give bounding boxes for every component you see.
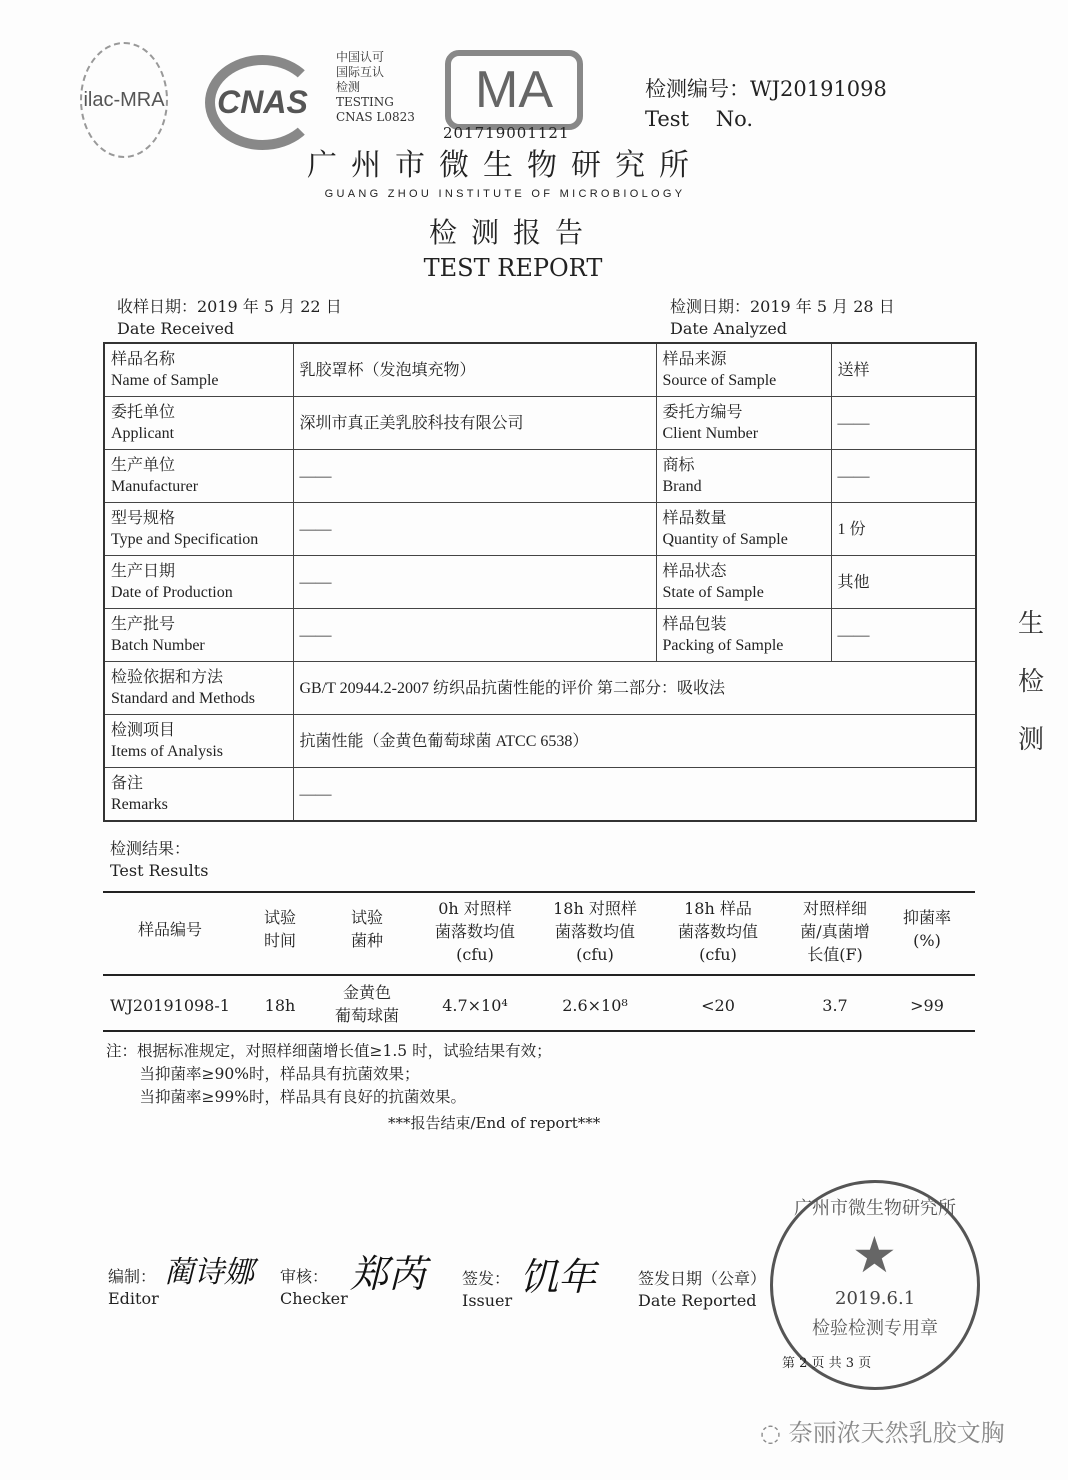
results-header-cell xyxy=(800,897,869,966)
info-row xyxy=(104,397,976,450)
test-number xyxy=(645,74,887,134)
field-value: —— xyxy=(293,609,656,662)
issuer-label xyxy=(462,1268,512,1312)
info-row xyxy=(104,450,976,503)
header-line: 长值(F) xyxy=(807,945,863,964)
report-title-cn: 检测报告 xyxy=(428,216,597,249)
cma-logo: MA xyxy=(445,50,583,130)
field-value: —— xyxy=(293,503,656,556)
date-analyzed xyxy=(670,296,895,340)
header-line: 菌落数均值 xyxy=(677,922,759,941)
editor-label xyxy=(108,1266,159,1310)
test-results-title xyxy=(110,838,208,882)
seal-date: 2019.6.1 xyxy=(835,1288,916,1309)
header-line: 18h 对照样 xyxy=(553,899,637,918)
issuer-cn: 签发： xyxy=(462,1269,511,1288)
results-data-cell xyxy=(110,994,230,1017)
page-number: 第 2 页 共 3 页 xyxy=(782,1356,872,1371)
field-value: 1 份 xyxy=(831,503,976,556)
seal-top-text: 广州市微生物研究所 xyxy=(794,1198,956,1219)
report-title-en: TEST REPORT xyxy=(423,254,603,282)
info-row xyxy=(104,715,976,768)
seal-star-icon: ★ xyxy=(852,1226,897,1284)
results-header-cell xyxy=(138,918,202,941)
results-bottom-rule xyxy=(103,1030,975,1032)
header-line: 菌落数均值 xyxy=(434,922,516,941)
note-line: 注：根据标准规定，对照样细菌增长值≥1.5 时，试验结果有效； xyxy=(106,1042,552,1060)
field-label-en: Type and Specification xyxy=(111,531,259,548)
field-value: 乳胶罩杯（发泡填充物） xyxy=(293,343,656,397)
field-value: —— xyxy=(293,450,656,503)
field-label-cn: 商标 xyxy=(662,457,695,474)
field-label-cn: 样品包装 xyxy=(662,616,727,633)
cma-number: 201719001121 xyxy=(443,124,570,142)
note-line: 当抑菌率≥90%时，样品具有抗菌效果； xyxy=(124,1065,420,1083)
checker-en: Checker xyxy=(280,1289,348,1308)
results-header-rule xyxy=(103,974,975,976)
test-no-label-en: Test No. xyxy=(645,107,754,131)
results-data-cell xyxy=(701,994,735,1017)
cnas-line: TESTING xyxy=(336,95,394,109)
results-top-rule xyxy=(103,891,975,893)
info-row xyxy=(104,662,976,715)
cell-line: 2.6×10⁸ xyxy=(562,996,628,1015)
field-label-cn: 生产单位 xyxy=(111,457,176,474)
end-of-report: ***报告结束/End of report*** xyxy=(388,1114,601,1132)
results-data-cell xyxy=(822,994,847,1017)
field-label-en: Client Number xyxy=(662,425,759,442)
field-label-cn: 检测项目 xyxy=(111,722,176,739)
header-line: 对照样细 xyxy=(802,899,867,918)
header-line: (cfu) xyxy=(456,945,494,964)
field-label-cn: 样品状态 xyxy=(662,563,727,580)
field-value: GB/T 20944.2-2007 纺织品抗菌性能的评价 第二部分：吸收法 xyxy=(293,662,976,715)
watermark xyxy=(760,1418,1005,1448)
field-label-en: Packing of Sample xyxy=(662,637,784,654)
date-reported-en: Date Reported xyxy=(638,1291,757,1310)
header-line: 0h 对照样 xyxy=(438,899,512,918)
header-line: (cfu) xyxy=(576,945,614,964)
notes xyxy=(106,1040,552,1109)
header-line: 菌落数均值 xyxy=(554,922,636,941)
field-label-en: Manufacturer xyxy=(111,478,199,495)
cnas-logo: CNAS xyxy=(205,55,320,150)
field-label-cn: 型号规格 xyxy=(111,510,176,527)
field-label-en: Remarks xyxy=(111,796,168,813)
test-no-value: WJ20191098 xyxy=(750,77,887,101)
field-value: —— xyxy=(293,556,656,609)
header-line: 菌/真菌增 xyxy=(800,922,870,941)
cnas-line: 检测 xyxy=(336,80,361,94)
field-value: 深圳市真正美乳胶科技有限公司 xyxy=(293,397,656,450)
cell-line: 3.7 xyxy=(822,996,848,1015)
field-label-cn: 生产日期 xyxy=(111,563,176,580)
cell-line: <20 xyxy=(701,996,735,1015)
editor-cn: 编制： xyxy=(108,1267,157,1286)
cell-line: 18h xyxy=(264,996,296,1015)
field-label-cn: 委托单位 xyxy=(111,404,176,421)
cell-line: 葡萄球菌 xyxy=(334,1006,400,1025)
checker-cn: 审核： xyxy=(280,1267,329,1286)
field-label-cn: 样品来源 xyxy=(662,351,727,368)
issuer-en: Issuer xyxy=(462,1291,513,1310)
date-reported-cn: 签发日期（公章） xyxy=(638,1269,767,1288)
ilac-mra-logo: ilac-MRA xyxy=(80,42,168,158)
date-received-en: Date Received xyxy=(117,319,235,338)
header-line: 抑菌率 xyxy=(902,908,952,927)
field-label-cn: 备注 xyxy=(111,775,144,792)
issuer-signature: 饥年 xyxy=(520,1255,597,1299)
results-data-cell xyxy=(442,994,508,1017)
cnas-line: 中国认可 xyxy=(336,50,385,64)
seal-bottom-text: 检验检测专用章 xyxy=(812,1318,938,1339)
cnas-line: 国际互认 xyxy=(336,65,385,79)
header-line: (cfu) xyxy=(699,945,737,964)
sample-info-table xyxy=(103,342,977,822)
results-header-cell xyxy=(264,906,296,952)
field-label-en: Applicant xyxy=(111,425,175,442)
field-value: —— xyxy=(831,397,976,450)
institute-name-en: GUANG ZHOU INSTITUTE OF MICROBIOLOGY xyxy=(324,188,686,200)
field-label-cn: 生产批号 xyxy=(111,616,176,633)
field-label-en: State of Sample xyxy=(662,584,764,601)
cell-line: 4.7×10⁴ xyxy=(442,996,508,1015)
header-line: (%) xyxy=(913,931,941,950)
field-label-en: Brand xyxy=(662,478,702,495)
editor-en: Editor xyxy=(108,1289,159,1308)
cell-line: WJ20191098-1 xyxy=(110,996,230,1015)
header-line: 菌种 xyxy=(350,931,384,950)
note-line: 当抑菌率≥99%时，样品具有良好的抗菌效果。 xyxy=(124,1088,466,1106)
results-data-cell xyxy=(562,994,628,1017)
checker-label xyxy=(280,1266,348,1310)
cnas-accreditation-text xyxy=(336,50,415,125)
field-value: 送样 xyxy=(831,343,976,397)
field-label-en: Quantity of Sample xyxy=(662,531,788,548)
header-line: 试验 xyxy=(350,908,384,927)
date-received xyxy=(117,296,342,340)
watermark-text: 奈丽浓天然乳胶文胸 xyxy=(788,1419,1005,1447)
results-title-en: Test Results xyxy=(110,861,209,880)
field-label-cn: 样品名称 xyxy=(111,351,176,368)
institute-name-cn: 广州市微生物研究所 xyxy=(307,148,703,183)
field-label-en: Batch Number xyxy=(111,637,205,654)
field-label-cn: 检验依据和方法 xyxy=(111,669,224,686)
field-value: —— xyxy=(831,609,976,662)
cnas-line: CNAS L0823 xyxy=(336,110,415,124)
info-row xyxy=(104,556,976,609)
editor-signature: 蔺诗娜 xyxy=(164,1255,254,1290)
date-analyzed-cn: 检测日期：2019 年 5 月 28 日 xyxy=(670,297,895,316)
field-value: 抗菌性能（金黄色葡萄球菌 ATCC 6538） xyxy=(293,715,976,768)
results-header-cell xyxy=(903,906,951,952)
cell-line: 金黄色 xyxy=(342,983,392,1002)
cell-line: >99 xyxy=(910,996,944,1015)
results-title-cn: 检测结果： xyxy=(110,839,191,858)
field-label-cn: 委托方编号 xyxy=(662,404,743,421)
date-received-cn: 收样日期：2019 年 5 月 22 日 xyxy=(117,297,342,316)
info-row xyxy=(104,609,976,662)
checker-signature: 郑芮 xyxy=(350,1252,427,1296)
field-label-en: Date of Production xyxy=(111,584,233,601)
results-data-cell xyxy=(910,994,944,1017)
field-label-cn: 样品数量 xyxy=(662,510,727,527)
wechat-icon: ◌ xyxy=(760,1419,789,1447)
field-label-en: Standard and Methods xyxy=(111,690,255,707)
header-line: 时间 xyxy=(263,931,297,950)
field-value: —— xyxy=(293,768,976,822)
results-data-cell xyxy=(335,981,399,1027)
header-line: 试验 xyxy=(263,908,297,927)
info-row xyxy=(104,768,976,822)
test-no-label: 检测编号： xyxy=(645,77,750,101)
date-analyzed-en: Date Analyzed xyxy=(670,319,788,338)
field-value: —— xyxy=(831,450,976,503)
info-row xyxy=(104,343,976,397)
field-label-en: Items of Analysis xyxy=(111,743,223,760)
results-header-cell xyxy=(351,906,383,952)
results-data-cell xyxy=(265,994,296,1017)
field-label-en: Name of Sample xyxy=(111,372,219,389)
field-value: 其他 xyxy=(831,556,976,609)
date-reported-label xyxy=(638,1268,766,1312)
header-line: 18h 样品 xyxy=(684,899,752,918)
results-header-cell xyxy=(435,897,515,966)
header-line: 样品编号 xyxy=(137,920,203,939)
results-header-cell xyxy=(553,897,637,966)
field-label-en: Source of Sample xyxy=(662,372,777,389)
results-header-cell xyxy=(678,897,758,966)
side-seal-mark: 生 检 测 xyxy=(1018,609,1045,755)
info-row xyxy=(104,503,976,556)
